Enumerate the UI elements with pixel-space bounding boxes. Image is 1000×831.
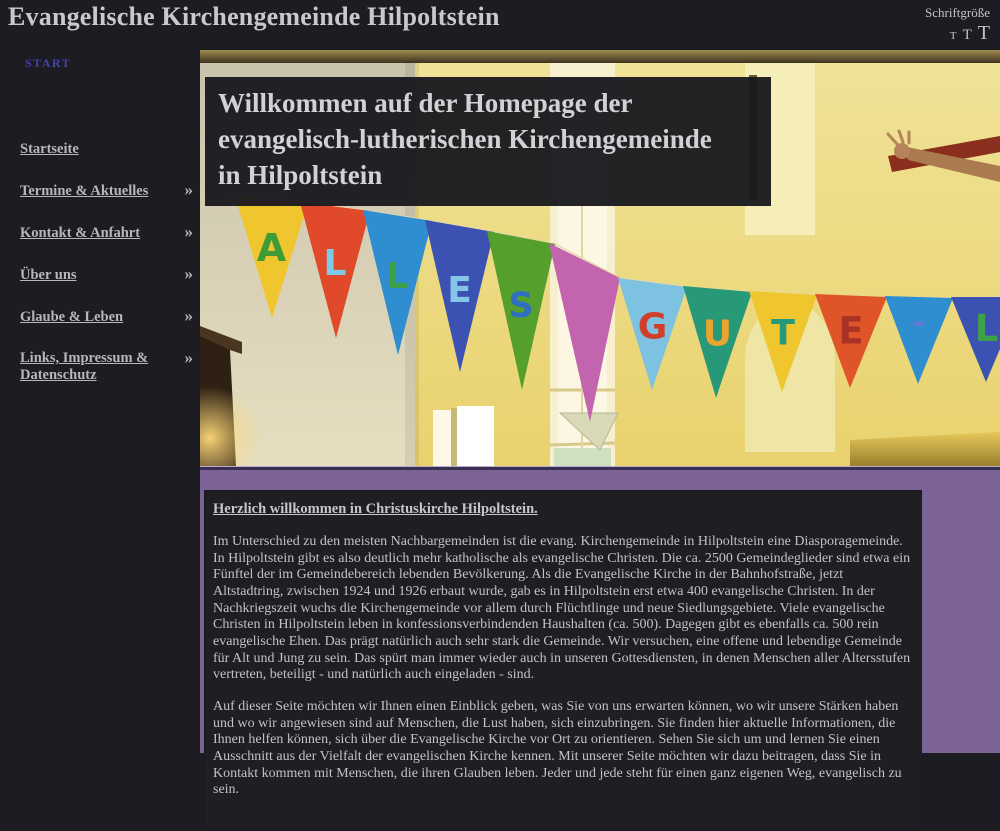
hero-title-line: in Hilpoltstein — [218, 159, 383, 190]
sidebar-nav — [0, 130, 200, 394]
site-title: Evangelische Kirchengemeinde Hilpoltstein — [8, 2, 500, 31]
fontsize-small-button[interactable]: T — [949, 30, 957, 42]
pennant-letter: A — [256, 226, 287, 271]
double-arrow-icon: » — [184, 222, 193, 241]
pennant-letter: U — [702, 313, 733, 355]
sidebar-item-termine-aktuelles[interactable] — [0, 172, 200, 214]
sidebar-item-label: Kontakt & Anfahrt — [20, 225, 141, 241]
sidebar-item-links-impressum-datenschutz[interactable] — [0, 340, 200, 394]
pennant-letter: T — [771, 313, 795, 354]
sidebar-item-label: Glaube & Leben — [20, 309, 124, 325]
sidebar-item-label: Über uns — [20, 267, 77, 283]
sidebar-item-start[interactable]: START — [25, 56, 72, 70]
sidebar-item-über-uns[interactable] — [0, 256, 200, 298]
pennant-letter: L — [323, 242, 347, 284]
sidebar-item-kontakt-anfahrt[interactable] — [0, 214, 200, 256]
sidebar-item-glaube-leben[interactable] — [0, 298, 200, 340]
sidebar-item-startseite[interactable] — [0, 130, 200, 172]
double-arrow-icon: » — [184, 264, 193, 283]
pennant-letter: L — [974, 307, 999, 351]
pennant-letter: S — [508, 285, 534, 326]
header — [0, 0, 1000, 50]
hero-top-band — [200, 50, 1000, 63]
hero-title-line: Willkommen auf der Homepage der — [218, 88, 633, 118]
sidebar — [0, 50, 200, 750]
hero-door-light — [433, 410, 451, 466]
sidebar-item-label: Termine & Aktuelles — [20, 183, 149, 199]
sidebar-item-label: Links, Impressum & Datenschutz — [20, 350, 149, 383]
fontsize-buttons — [925, 22, 990, 45]
hero-title — [205, 77, 771, 206]
pennant-letter: E — [838, 309, 864, 353]
pennant-letter: - — [911, 302, 927, 343]
content-paragraph: Im Unterschied zu den meisten Nachbargemeinden ist die evang. Kirchengemeinde in Hilpoltstein eine Diasporagemeinde. In Hilpoltstein gibt es also deutlich mehr katholische als evangelische Christen. Die ca. 2500 Gemeindeglieder sind etwa ein Fünftel der im Gemeindebereich lebenden Bevölkerung. Als die Evangelische Kirche in der Bahnhofstraße, jetzt Altstadtring, zwischen 1924 und 1926 erbaut wurde, gab es in Hilpoltstein erst etwa 400 evangelische Christen. In der Nachkriegszeit wuchs die Kirchengemeinde vor allem durch Flüchtlinge und neue Siedlungsgebiete. Viele evangelische Christen in Hilpoltstein leben in konfessionsverbindenden Haushalten (ca. 500). Dagegen gibt es ebenfalls ca. 500 rein evangelische Ehen. Das prägt natürlich auch sehr stark die Gemeinde. Wir versuchen, eine offene und lebendige Gemeinde für Alt und Jung zu sein. Das spürt man immer wieder auch in unseren Gottesdiensten, in denen Menschen aller Altersstufen vertreten, beteiligt - und natürlich auch eingeladen - sind. — [213, 534, 911, 683]
double-arrow-icon: » — [184, 180, 193, 199]
double-arrow-icon: » — [184, 306, 193, 325]
content-paragraph: Auf dieser Seite möchten wir Ihnen einen Einblick geben, was Sie von uns erwarten können, wo wir unsere Stärken haben und wo wir angewiesen sind auf Menschen, die Lust haben, sich einzubringen. Sie finden hier aktuelle Informationen, die Ihnen helfen können, sich über die Evangelische Kirche vor Ort zu orientieren. Sehen Sie sich um und lernen Sie einen Ausschnitt aus der Vielfalt der evangelischen Kirche kennen. Mit unserer Seite möchten wir dazu beitragen, dass Sie in Kontakt kommen mit Menschen, die ihren Glauben leben. Jeder und jede steht für einen ganz eigenen Weg, evangelisch zu sein. — [213, 698, 902, 798]
content-heading: Herzlich willkommen in Christuskirche Hilpoltstein. — [213, 501, 538, 517]
pennant-letter: L — [386, 256, 409, 298]
hero-title-line: evangelisch-lutherischen Kirchengemeinde — [218, 123, 712, 154]
double-arrow-icon: » — [184, 348, 193, 367]
sidebar-item-label: Startseite — [20, 141, 79, 157]
content-box — [204, 490, 922, 831]
content-section — [200, 467, 1000, 798]
hero-image — [200, 50, 1000, 467]
fontsize-label: Schriftgröße — [925, 5, 990, 20]
pennant-letter: G — [637, 306, 668, 348]
pennant-letter: E — [447, 269, 472, 311]
fontsize-medium-button[interactable]: T — [962, 27, 972, 43]
fontsize-control — [925, 5, 990, 45]
fontsize-large-button[interactable]: T — [977, 22, 990, 44]
